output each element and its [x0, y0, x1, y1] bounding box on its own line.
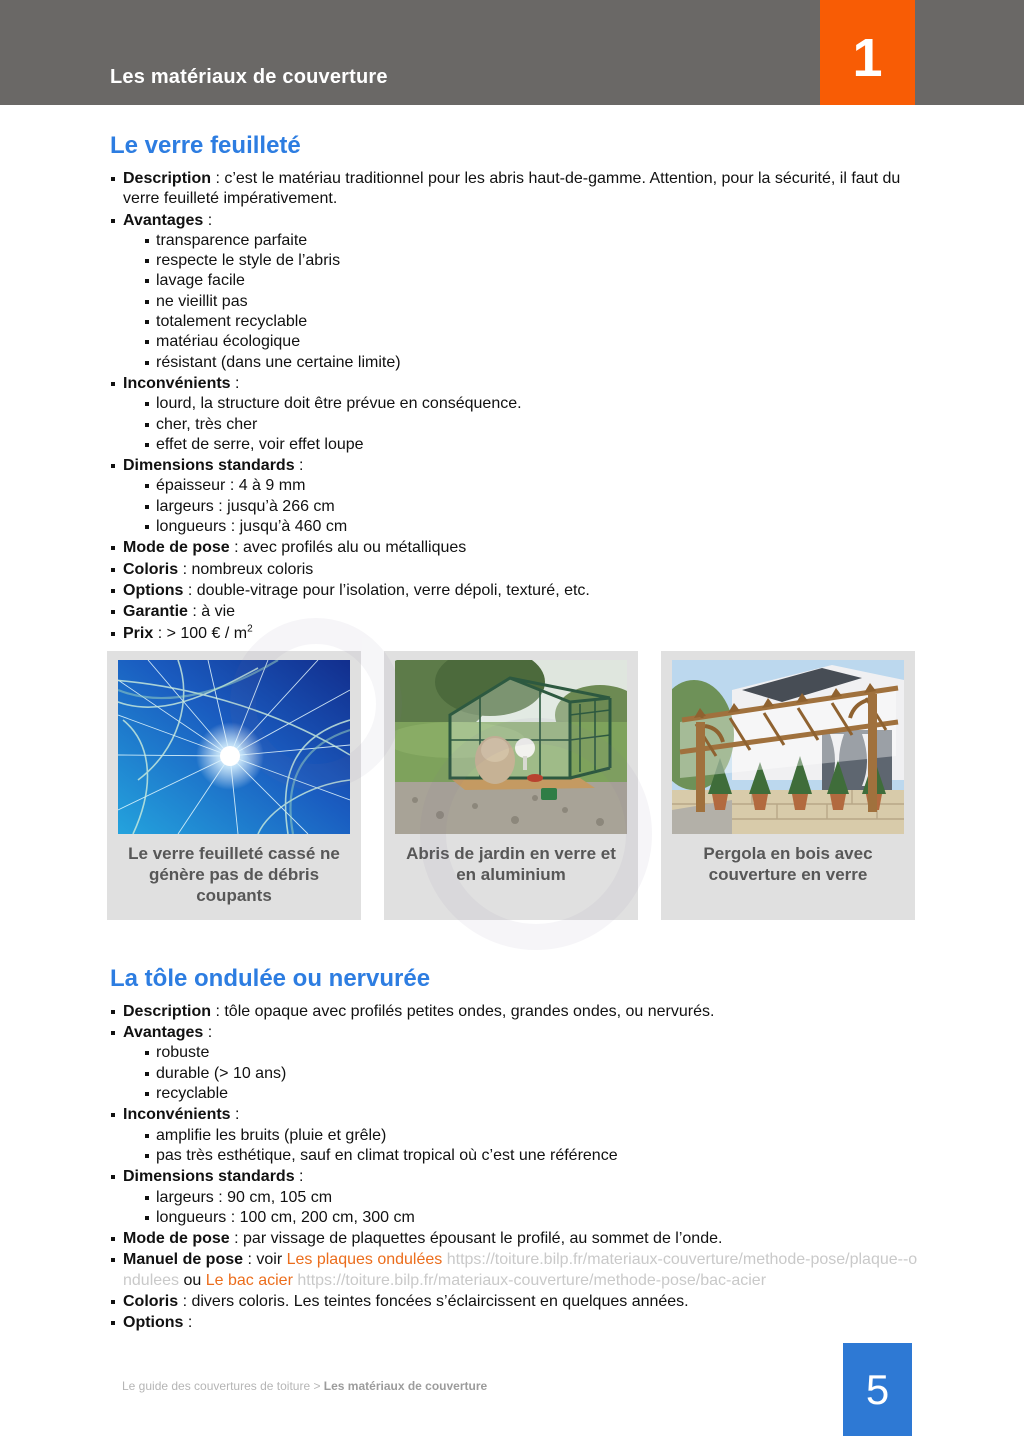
sub-list-item: épaisseur : 4 à 9 mm [144, 476, 920, 496]
item-text: : > 100 € / m [153, 624, 248, 642]
item-label: Garantie [123, 603, 188, 621]
item-label: Dimensions standards [123, 457, 295, 475]
sub-list-item: longueurs : jusqu’à 460 cm [144, 517, 920, 537]
sub-list-item: respecte le style de l’abris [144, 251, 920, 271]
list-item [110, 602, 920, 622]
sub-list-item: effet de serre, voir effet loupe [144, 435, 920, 455]
link-url[interactable]: https://toiture.bilp.fr/materiaux-couverture/methode-pose/bac-acier [297, 1271, 767, 1289]
list-item [110, 1023, 920, 1104]
page-title: Les matériaux de couverture [110, 66, 388, 88]
breadcrumb [122, 1379, 487, 1393]
item-label: Inconvénients [123, 1106, 231, 1124]
sub-bullet-list [123, 231, 920, 373]
list-item [110, 211, 920, 373]
item-label: Prix [123, 624, 154, 642]
list-item [110, 581, 920, 601]
item-label: Description [123, 170, 212, 187]
sub-list-item: recyclable [144, 1084, 920, 1104]
item-text: : double-vitrage pour l’isolation, verre dépoli, texturé, etc. [183, 581, 590, 599]
sub-list-item: ne vieillit pas [144, 292, 920, 312]
item-label: Mode de pose [123, 539, 230, 557]
item-label: Manuel de pose [123, 1251, 244, 1269]
sub-bullet-list [123, 1126, 920, 1167]
figure-caption: Le verre feuilleté cassé ne génère pas de débris coupants [128, 843, 340, 905]
link-url[interactable]: https://toiture.bilp.fr/materiaux-couverture/methode-pose/plaque--ondulees [123, 1251, 918, 1289]
item-label: Coloris [123, 560, 179, 578]
item-text: : c’est le matériau traditionnel pour les abris haut-de-gamme. Attention, pour la sécurité, il faut du verre feuilleté impérativement. [123, 170, 901, 208]
list-item [110, 1292, 920, 1312]
item-label: Mode de pose [123, 1230, 230, 1248]
sub-list-item: amplifie les bruits (pluie et grêle) [144, 1126, 920, 1146]
item-text: : [230, 374, 240, 392]
item-text: : voir [243, 1251, 287, 1269]
sub-list-item: résistant (dans une certaine limite) [144, 353, 920, 373]
sub-list-item: totalement recyclable [144, 312, 920, 332]
list-item [110, 560, 920, 580]
item-text: : avec profilés alu ou métalliques [229, 539, 467, 557]
garden-shed-image [395, 660, 627, 834]
list-item [110, 538, 920, 558]
figure-row [107, 651, 920, 920]
item-text: : [294, 1168, 304, 1186]
item-text: : [294, 457, 304, 475]
item-label: Options [123, 1314, 184, 1332]
sub-bullet-list [123, 394, 920, 455]
item-label: Inconvénients [123, 374, 231, 392]
list-item [110, 169, 920, 210]
item-label: Avantages [123, 211, 204, 229]
page-number: 5 [865, 1365, 890, 1413]
page-number-box [843, 1343, 912, 1436]
content-area [0, 105, 1024, 1334]
sub-list-item: largeurs : 90 cm, 105 cm [144, 1188, 920, 1208]
figure-caption: Abris de jardin en verre et en aluminium [406, 843, 616, 884]
page-header-bar [0, 0, 1024, 105]
bullet-list [110, 1002, 920, 1334]
list-item [110, 1105, 920, 1166]
section-heading: Le verre feuilleté [110, 132, 301, 159]
item-text: : [230, 1106, 240, 1124]
figure-card-pergola [661, 651, 915, 920]
broken-glass-image [118, 660, 350, 834]
item-text: : nombreux coloris [178, 560, 314, 578]
item-text: : [203, 211, 213, 229]
sub-list-item: pas très esthétique, sauf en climat tropical où c’est une référence [144, 1146, 920, 1166]
sub-list-item: transparence parfaite [144, 231, 920, 251]
list-item [110, 1167, 920, 1228]
figure-caption: Pergola en bois avec couverture en verre [703, 843, 873, 884]
sub-bullet-list [123, 1188, 920, 1229]
sub-list-item: durable (> 10 ans) [144, 1064, 920, 1084]
item-label: Avantages [123, 1024, 204, 1042]
item-text: : divers coloris. Les teintes foncées s’éclaircissent en quelques années. [178, 1292, 689, 1310]
item-text: : tôle opaque avec profilés petites ondes, grandes ondes, ou nervurés. [211, 1002, 715, 1020]
sub-list-item: cher, très cher [144, 415, 920, 435]
item-label: Options [123, 581, 184, 599]
figure-card-broken-glass [107, 651, 361, 920]
item-text: 2 [247, 623, 253, 635]
item-label: Coloris [123, 1292, 179, 1310]
sub-list-item: largeurs : jusqu’à 266 cm [144, 497, 920, 517]
list-item [110, 1229, 920, 1249]
inline-link[interactable]: Le bac acier [205, 1271, 293, 1289]
sub-list-item: lourd, la structure doit être prévue en conséquence. [144, 394, 920, 414]
item-text: : à vie [187, 603, 236, 621]
list-item [110, 456, 920, 537]
chapter-number: 1 [852, 27, 883, 88]
figure-card-greenhouse [384, 651, 638, 920]
item-label: Dimensions standards [123, 1168, 295, 1186]
item-text: : [203, 1024, 213, 1042]
list-item [110, 624, 920, 644]
sub-list-item: longueurs : 100 cm, 200 cm, 300 cm [144, 1208, 920, 1228]
pergola-image [672, 660, 904, 834]
sub-list-item: lavage facile [144, 271, 920, 291]
list-item [110, 374, 920, 455]
list-item [110, 1313, 920, 1333]
breadcrumb-current: Les matériaux de couverture [323, 1379, 488, 1393]
inline-link[interactable]: Les plaques ondulées [286, 1251, 443, 1269]
sub-list-item: matériau écologique [144, 332, 920, 352]
bullet-list [110, 169, 920, 644]
chapter-number-box [820, 0, 915, 105]
sub-bullet-list [123, 1043, 920, 1104]
breadcrumb-prefix: Le guide des couvertures de toiture > [122, 1379, 324, 1393]
item-text: : par vissage de plaquettes épousant le profilé, au sommet de l’onde. [229, 1230, 723, 1248]
sub-bullet-list [123, 476, 920, 537]
item-text: : [183, 1314, 193, 1332]
item-text: ou [179, 1271, 206, 1289]
section-heading: La tôle ondulée ou nervurée [110, 964, 431, 992]
item-label: Description [123, 1002, 212, 1020]
list-item [110, 1002, 920, 1022]
section-tole-ondulee [110, 965, 920, 1334]
section-verre-feuillete [110, 132, 920, 644]
list-item [110, 1250, 920, 1291]
sub-list-item: robuste [144, 1043, 920, 1063]
